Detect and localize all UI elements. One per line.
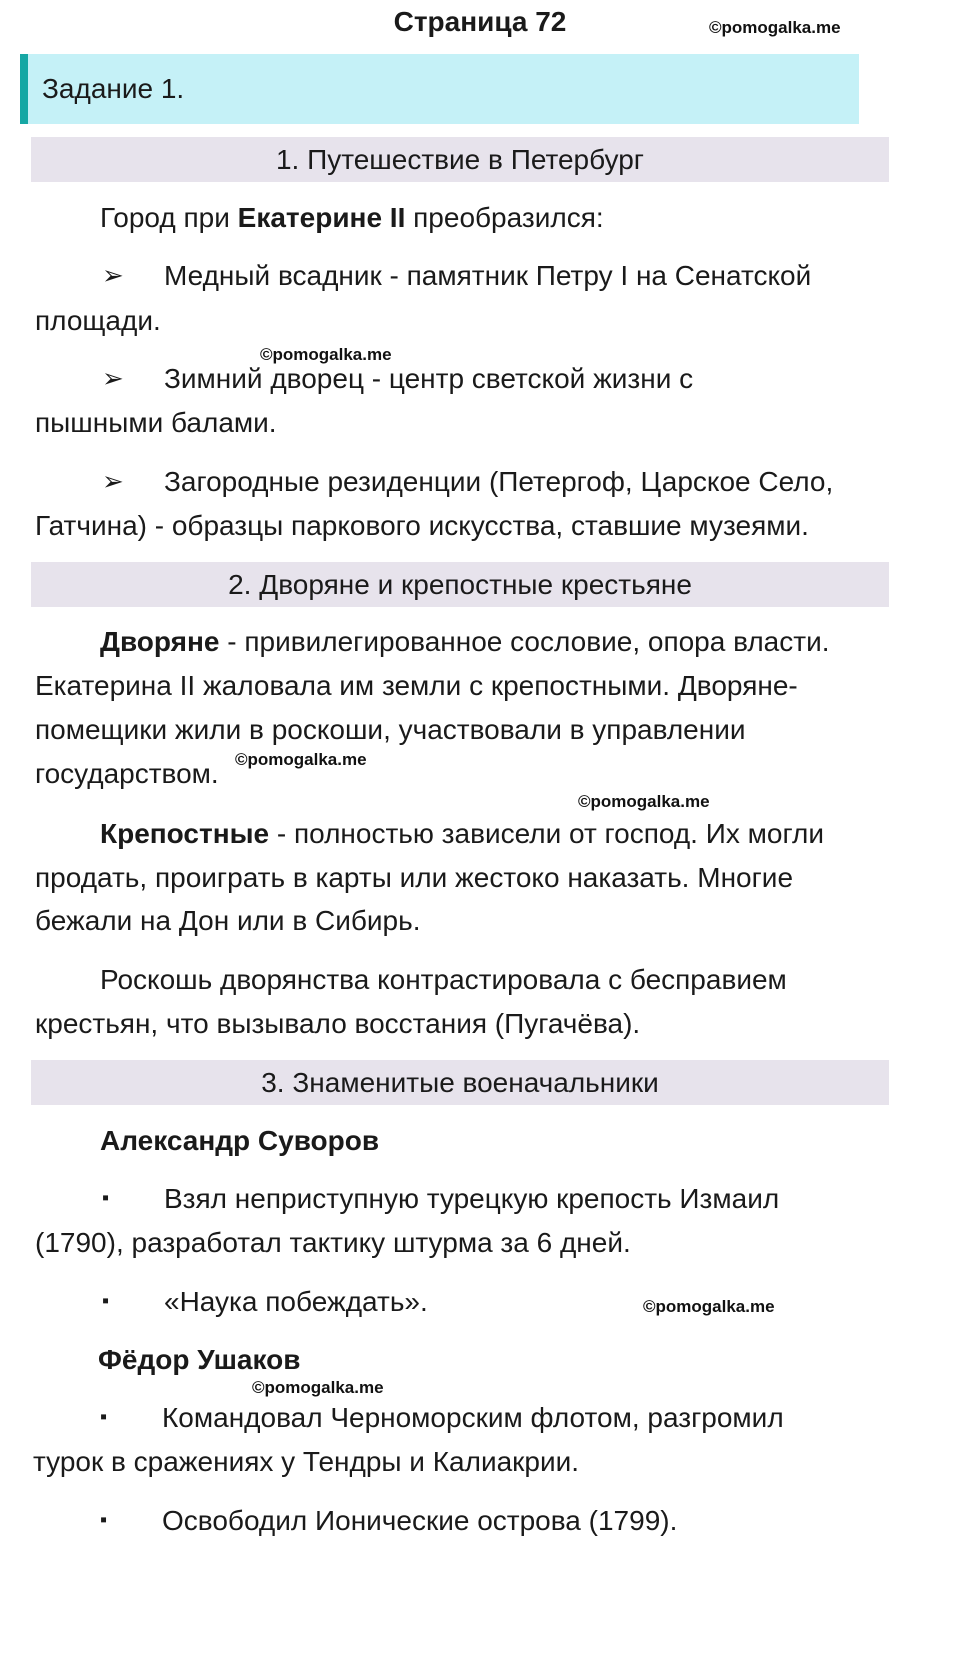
list-item-line: Командовал Черноморским флотом, разгромил <box>162 1402 784 1433</box>
watermark: ©pomogalka.me <box>235 750 367 769</box>
section-heading-commanders: 3. Знаменитые военачальники <box>31 1060 889 1105</box>
watermark: ©pomogalka.me <box>260 345 392 364</box>
list-item-line: «Наука побеждать». <box>164 1286 428 1317</box>
paragraph-line: бежали на Дон или в Сибирь. <box>35 905 421 936</box>
watermark: ©pomogalka.me <box>578 792 710 811</box>
list-item-line: турок в сражениях у Тендры и Калиакрии. <box>33 1446 580 1477</box>
list-item-line: (1790), разработал тактику штурма за 6 дней. <box>35 1227 631 1258</box>
arrow-bullet-icon: ➢ <box>102 260 124 290</box>
square-bullet-icon: ▪ <box>102 1187 110 1209</box>
petersburg-intro: Город при Екатерине II преобразился: <box>100 202 604 233</box>
square-bullet-icon: ▪ <box>100 1406 108 1428</box>
list-item-line: Загородные резиденции (Петергоф, Царское Село, <box>164 466 834 497</box>
square-bullet-icon: ▪ <box>100 1509 108 1531</box>
section-heading-estates: 2. Дворяне и крепостные крестьяне <box>31 562 889 607</box>
list-item-line: Взял неприступную турецкую крепость Измаил <box>164 1183 780 1214</box>
paragraph-line: крестьян, что вызывало восстания (Пугачёва). <box>35 1008 641 1039</box>
arrow-bullet-icon: ➢ <box>102 363 124 393</box>
watermark: ©pomogalka.me <box>252 1378 384 1397</box>
list-item-line: Освободил Ионические острова (1799). <box>162 1505 678 1536</box>
paragraph-line: Крепостные - полностью зависели от господ. Их могли <box>100 818 825 849</box>
section-heading-petersburg: 1. Путешествие в Петербург <box>31 137 889 182</box>
list-item-line: площади. <box>35 305 161 336</box>
commander-name-ushakov: Фёдор Ушаков <box>98 1344 301 1375</box>
page-title: Страница 72 <box>393 6 567 37</box>
list-item-line: Зимний дворец - центр светской жизни с <box>164 363 694 394</box>
paragraph-line: государством. <box>35 758 219 789</box>
arrow-bullet-icon: ➢ <box>102 466 124 496</box>
list-item-line: Медный всадник - памятник Петру I на Сенатской <box>164 260 812 291</box>
paragraph-line: Екатерина II жаловала им земли с крепостными. Дворяне- <box>35 670 798 701</box>
watermark: ©pomogalka.me <box>643 1297 775 1316</box>
list-item-line: пышными балами. <box>35 407 277 438</box>
task-header: Задание 1. <box>20 54 859 124</box>
commander-name-suvorov: Александр Суворов <box>100 1125 380 1156</box>
square-bullet-icon: ▪ <box>102 1290 110 1312</box>
paragraph-line: Дворяне - привилегированное сословие, опора власти. <box>100 626 830 657</box>
paragraph-line: помещики жили в роскоши, участвовали в управлении <box>35 714 746 745</box>
paragraph-line: Роскошь дворянства контрастировала с бесправием <box>100 964 787 995</box>
paragraph-line: продать, проиграть в карты или жестоко наказать. Многие <box>35 862 794 893</box>
watermark: ©pomogalka.me <box>709 18 841 37</box>
list-item-line: Гатчина) - образцы паркового искусства, ставшие музеями. <box>35 510 809 541</box>
